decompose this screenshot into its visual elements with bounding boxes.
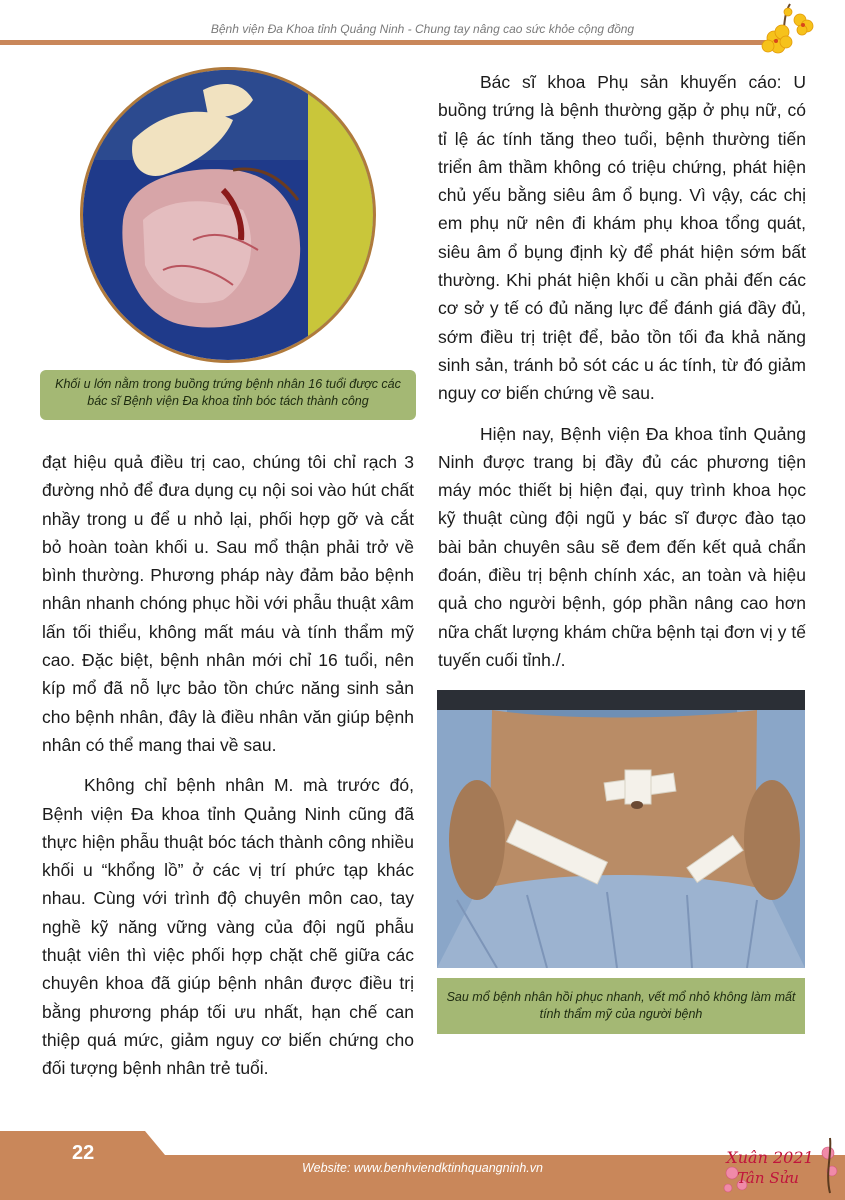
tumor-photo-caption: Khối u lớn nằm trong buồng trứng bệnh nhân 16 tuổi được các bác sĩ Bệnh viện Đa khoa tỉnh bóc tách thành công bbox=[40, 370, 416, 420]
left-column bbox=[42, 448, 414, 1083]
tet-logo-line1: Xuân 2021 bbox=[726, 1148, 814, 1167]
right-column bbox=[438, 68, 806, 674]
paragraph: Bác sĩ khoa Phụ sản khuyến cáo: U buồng trứng là bệnh thường gặp ở phụ nữ, có tỉ lệ ác tính tăng theo tuổi, bệnh thường tiến triển âm thầm không có triệu chứng, phát hiện chủ yếu bằng siêu âm ổ bụng. Vì vậy, các chị em phụ nữ nên đi khám phụ khoa tổng quát, siêu âm ổ bụng định kỳ để phát hiện sớm bất thường. Khi phát hiện khối u cần phải đến các cơ sở y tế có đủ năng lực để đánh giá đầy đủ, sớm điều trị triệt để, bảo tồn tối đa khả năng sinh sản, tránh bỏ sót các u ác tính, từ đó giảm nguy cơ biến chứng về sau. bbox=[438, 72, 806, 404]
website-link[interactable]: Website: www.benhviendktinhquangninh.vn bbox=[302, 1161, 543, 1175]
tet-2021-logo-icon bbox=[720, 1133, 840, 1198]
paragraph: Không chỉ bệnh nhân M. mà trước đó, Bệnh viện Đa khoa tỉnh Quảng Ninh cũng đã thực hiện phẫu thuật bóc tách thành công nhiều khối u “khổng lồ” ở các vị trí phức tạp khác nhau. Cùng với trình độ chuyên môn cao, tay nghề kỹ năng vững vàng của đội ngũ phẫu thuật viên thì việc phối hợp chặt chẽ giữa các chuyên khoa đã giúp bệnh nhân được điều trị bằng phương pháp tối ưu nhất, hạn chế can thiệp quá mức, giảm nguy cơ biến chứng cho đối tượng bệnh nhân trẻ tuổi. bbox=[42, 775, 414, 1079]
page-number: 22 bbox=[72, 1142, 95, 1164]
tet-logo-line2: Tân Sửu bbox=[737, 1169, 799, 1187]
postop-photo bbox=[437, 690, 805, 968]
postop-photo-caption: Sau mổ bệnh nhân hồi phục nhanh, vết mổ nhỏ không làm mất tính thẩm mỹ của người bệnh bbox=[437, 978, 805, 1034]
tumor-photo bbox=[80, 67, 376, 363]
apricot-blossom-icon bbox=[752, 2, 822, 64]
running-header: Bệnh viện Đa Khoa tỉnh Quảng Ninh - Chung tay nâng cao sức khỏe cộng đồng bbox=[210, 22, 635, 36]
header-rule bbox=[0, 40, 770, 45]
paragraph: Hiện nay, Bệnh viện Đa khoa tỉnh Quảng Ninh được trang bị đầy đủ các phương tiện máy móc thiết bị hiện đại, quy trình khoa học kỹ thuật cùng đội ngũ y bác sĩ được đào tạo bài bản chuyên sâu sẽ đem đến kết quả chẩn đoán, điều trị bệnh chính xác, an toàn và hiệu quả cho người bệnh, góp phần nâng cao hơn nữa chất lượng khám chữa bệnh tại đơn vị y tế tuyến cuối tỉnh./. bbox=[438, 423, 806, 670]
paragraph: đạt hiệu quả điều trị cao, chúng tôi chỉ rạch 3 đường nhỏ để đưa dụng cụ nội soi vào hút chất nhầy trong u để u nhỏ lại, phối hợp gỡ và cắt bỏ hoàn toàn khối u. Sau mổ thận phải trở về bình thường. Phương pháp này đảm bảo bệnh nhân nhanh chóng phục hồi với phẫu thuật xâm lấn tối thiểu, không mất máu và tính thẩm mỹ cao. Đặc biệt, bệnh nhân mới chỉ 16 tuổi, nên kíp mổ đã nỗ lực bảo tồn chức năng sinh sản cho bệnh nhân, đây là điều nhân văn giúp bệnh nhân có thể mang thai về sau. bbox=[42, 452, 414, 755]
